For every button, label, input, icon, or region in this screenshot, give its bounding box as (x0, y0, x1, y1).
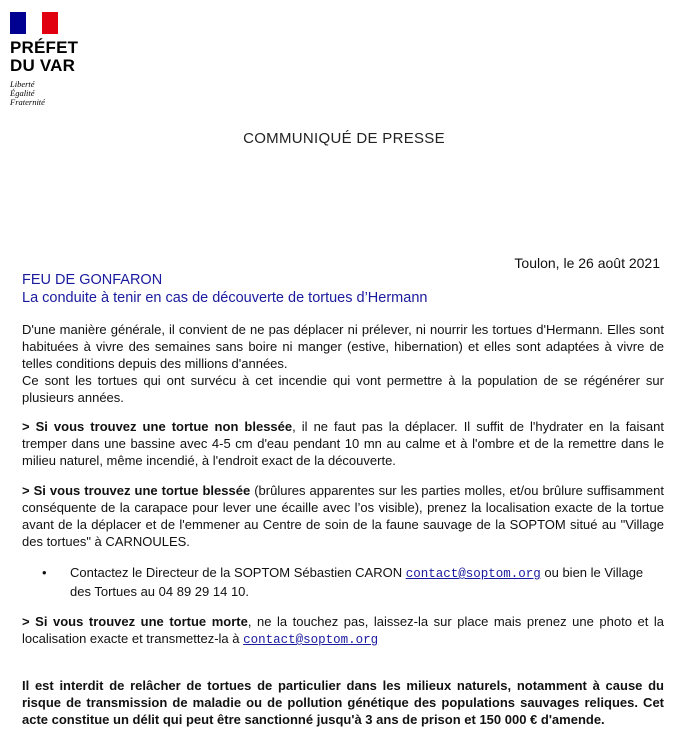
heading-subject: La conduite à tenir en cas de découverte de tortues d’Hermann (22, 290, 428, 306)
flag-blue-band (10, 12, 26, 34)
case-injured-paragraph (22, 482, 664, 550)
republic-motto (10, 80, 100, 107)
intro-section (22, 321, 664, 406)
case-unhurt-lead: > Si vous trouvez une tortue non blessée (22, 419, 293, 434)
document-date: Toulon, le 26 août 2021 (514, 255, 660, 271)
legal-warning: Il est interdit de relâcher de tortues de particulier dans les milieux naturels, notamment à cause du risque de transmission de maladie ou de pollution génétique des populations sauvages reliques. Cet acte constitue un délit qui peut être sanctionné jusqu'à 3 ans de prison et 150 000 € d'amende. (22, 678, 664, 727)
document-title: COMMUNIQUÉ DE PRESSE (243, 130, 445, 147)
case-dead-email-link[interactable]: contact@soptom.org (243, 633, 379, 647)
heading-location: FEU DE GONFARON (22, 272, 163, 288)
case-dead-paragraph (22, 613, 664, 649)
case-injured-lead: > Si vous trouvez une tortue blessée (22, 483, 251, 498)
motto-egalite: Égalité (10, 88, 35, 98)
case-dead-lead: > Si vous trouvez une tortue morte (22, 614, 248, 629)
republic-flag-icon (10, 12, 58, 34)
contact-bullet (42, 564, 664, 600)
intro-paragraph-2: Ce sont les tortues qui ont survécu à cet incendie qui vont permettre à la population de se régénérer sur plusieurs années. (22, 373, 664, 405)
contact-bullet-text (70, 564, 664, 600)
intro-paragraph: D'une manière générale, il convient de ne pas déplacer ni prélever, ni nourrir les tortues d'Hermann. Elles sont habituées à vivre des semaines sans boire ni manger (estive, hibernation) et elles sont adaptées à vivre de telles conditions depuis des millions d'années. (22, 322, 664, 371)
prefet-line1: PRÉFET (10, 38, 79, 57)
case-unhurt-section (22, 418, 664, 469)
motto-liberte: Liberté (10, 79, 35, 89)
contact-bullet-after: ou bien le Village des Tortues au 04 89 29 14 10. (70, 565, 644, 599)
prefet-label (10, 39, 100, 75)
contact-bullet-before: Contactez le Directeur de la SOPTOM Sébastien CARON (70, 565, 406, 580)
prefecture-logo (10, 12, 100, 107)
case-injured-section (22, 482, 664, 550)
case-dead-section (22, 613, 664, 649)
case-dead-text: , ne la touchez pas, laissez-la sur place mais prenez une photo et la localisation exacte et transmettez-la à (22, 614, 664, 646)
motto-fraternite: Fraternité (10, 97, 45, 107)
case-unhurt-paragraph (22, 418, 664, 469)
bullet-dot-icon: • (42, 565, 47, 580)
case-injured-text: (brûlures apparentes sur les parties molles, et/ou brûlure suffisamment conséquente de la carapace pour lever une écaille avec l’os visible), prenez la localisation exacte de la tortue avant de la déplacer et de l'emmener au Centre de soin de la faune sauvage de la SOPTOM situé au "Village des tortues" à CARNOULES. (22, 483, 664, 549)
contact-email-link[interactable]: contact@soptom.org (405, 567, 541, 581)
prefet-line2: DU VAR (10, 56, 76, 75)
case-unhurt-text: , il ne faut pas la déplacer. Il suffit de l'hydrater en la faisant tremper dans une bassine avec 4-5 cm d'eau pendant 10 mn au calme et à l'ombre et de la remettre dans le milieu naturel, même incendié, à l'endroit exact de la découverte. (22, 419, 664, 468)
flag-red-band (42, 12, 58, 34)
